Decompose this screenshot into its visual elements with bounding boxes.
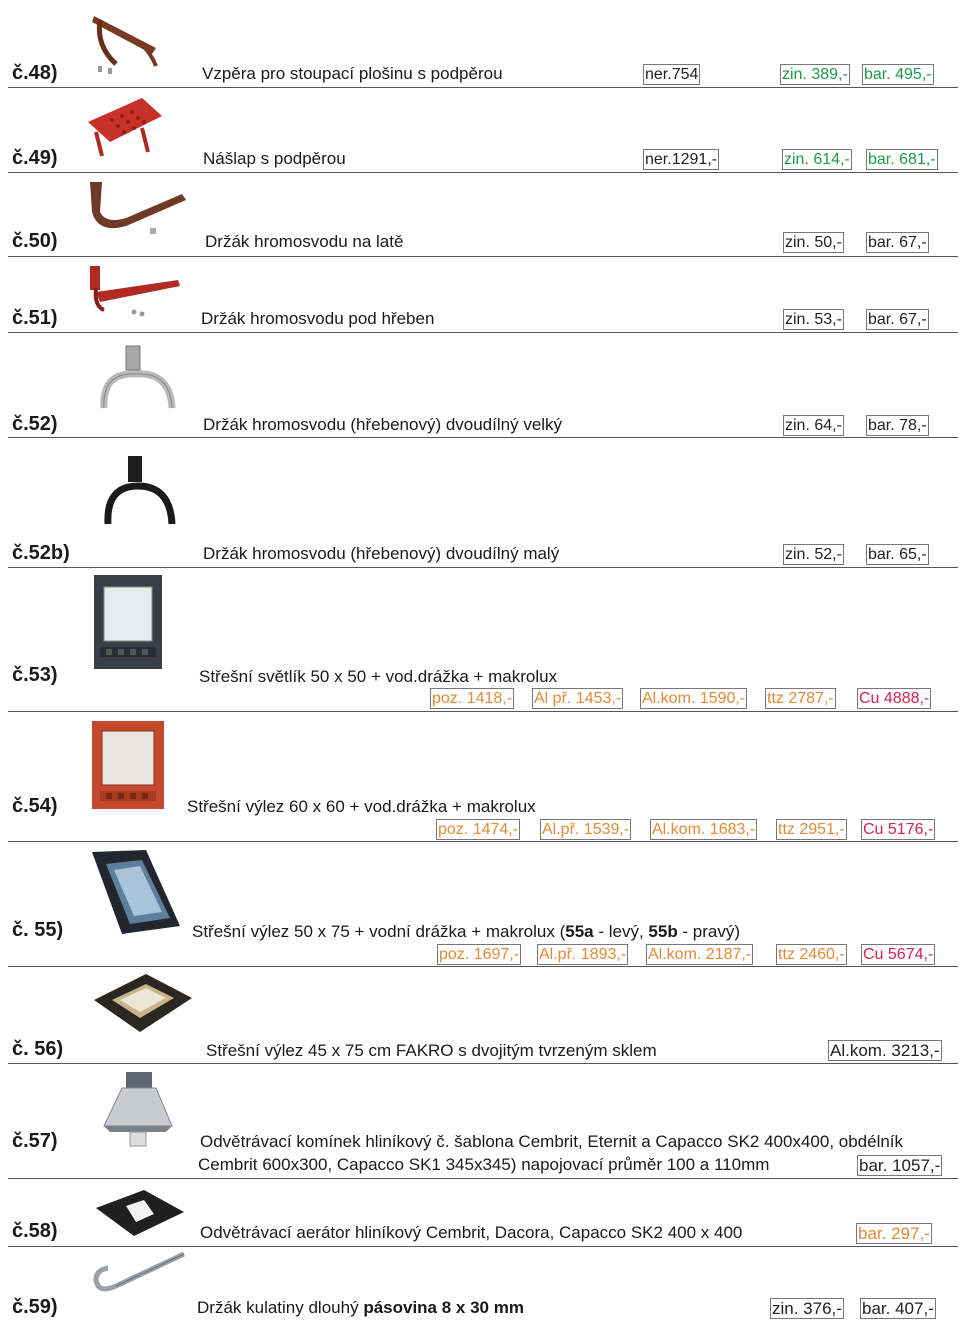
price-zin: zin. 614,- bbox=[784, 151, 850, 168]
price-bar: bar. 1057,- bbox=[859, 1156, 941, 1175]
item-name: Držák hromosvodu pod hřeben bbox=[201, 309, 435, 328]
price-bar: bar. 681,- bbox=[868, 151, 936, 168]
separator bbox=[8, 87, 958, 88]
price-al-pr: Al.př. 1893,- bbox=[539, 946, 627, 963]
item-name: Střešní výlez 60 x 60 + vod.drážka + makrolux bbox=[187, 797, 536, 816]
item-code: č. 56) bbox=[12, 1038, 64, 1060]
name-part-bold: 55b bbox=[648, 922, 678, 941]
item-name: Odvětrávací komínek hliníkový č. šablona Cembrit, Eternit a Capacco SK2 400x400, obdélník bbox=[200, 1132, 904, 1151]
separator bbox=[8, 256, 958, 257]
price-cu: Cu 4888,- bbox=[859, 690, 930, 707]
name-part: Střešní výlez 50 x 75 + vodní drážka + makrolux ( bbox=[192, 922, 566, 941]
separator bbox=[8, 711, 958, 712]
price-zin: zin. 389,- bbox=[782, 66, 848, 83]
item-name: Držák hromosvodu (hřebenový) dvoudílný velký bbox=[203, 415, 563, 434]
price-bar: bar. 407,- bbox=[862, 1299, 934, 1318]
separator bbox=[8, 1063, 958, 1064]
item-code: č.53) bbox=[12, 664, 58, 686]
item-name: Držák hromosvodu (hřebenový) dvoudílný malý bbox=[203, 544, 560, 563]
price-bar: bar. 67,- bbox=[868, 311, 927, 328]
price-ner: ner.1291,- bbox=[645, 151, 718, 168]
item-code: č.50) bbox=[12, 230, 58, 252]
price-al-pr: Al př. 1453,- bbox=[534, 690, 622, 707]
item-code: č.51) bbox=[12, 307, 58, 329]
separator bbox=[8, 172, 958, 173]
price-cu: Cu 5674,- bbox=[863, 946, 934, 963]
item-code: č.49) bbox=[12, 147, 58, 169]
price-al-kom: Al.kom. 1590,- bbox=[642, 690, 746, 707]
price-poz: poz. 1418,- bbox=[432, 690, 513, 707]
name-part-bold: 55a bbox=[565, 922, 594, 941]
roof-hatch-red-icon bbox=[90, 719, 166, 811]
item-code: č.54) bbox=[12, 795, 58, 817]
bracket-icon bbox=[86, 6, 166, 78]
item-name: Střešní výlez 45 x 75 cm FAKRO s dvojitým tvrzeným sklem bbox=[206, 1041, 657, 1060]
item-code: č.52b) bbox=[12, 542, 70, 564]
separator bbox=[8, 437, 958, 438]
price-bar: bar. 78,- bbox=[868, 417, 927, 434]
name-part: - pravý) bbox=[677, 922, 741, 941]
price-ttz: ttz 2460,- bbox=[778, 946, 845, 963]
item-name: Vzpěra pro stoupací plošinu s podpěrou bbox=[202, 64, 503, 83]
separator bbox=[8, 841, 958, 842]
price-cu: Cu 5176,- bbox=[863, 821, 934, 838]
item-code: č.57) bbox=[12, 1130, 58, 1152]
item-code: č.52) bbox=[12, 413, 58, 435]
name-part-bold: pásovina 8 x 30 mm bbox=[363, 1298, 524, 1317]
price-zin: zin. 53,- bbox=[785, 311, 842, 328]
lightning-holder-ridge-icon bbox=[86, 262, 186, 320]
item-code: č. 55) bbox=[12, 919, 64, 941]
name-part: Držák kulatiny dlouhý bbox=[197, 1298, 364, 1317]
price-al-kom: Al.kom. 2187,- bbox=[648, 946, 752, 963]
item-code: č.59) bbox=[12, 1296, 58, 1318]
item-name bbox=[197, 1298, 524, 1318]
price-ttz: ttz 2787,- bbox=[767, 690, 834, 707]
price-bar: bar. 495,- bbox=[864, 66, 932, 83]
price-zin: zin. 64,- bbox=[785, 417, 842, 434]
item-name: Odvětrávací aerátor hliníkový Cembrit, Dacora, Capacco SK2 400 x 400 bbox=[200, 1223, 743, 1242]
price-ner: ner.754 bbox=[645, 66, 699, 83]
roof-hatch-blue-icon bbox=[86, 846, 186, 938]
separator bbox=[8, 332, 958, 333]
step-platform-icon bbox=[82, 92, 166, 160]
separator bbox=[8, 966, 958, 967]
item-name: Držák hromosvodu na latě bbox=[205, 232, 404, 251]
price-bar: bar. 297,- bbox=[858, 1224, 930, 1243]
price-al-kom: Al.kom. 1683,- bbox=[652, 821, 756, 838]
item-name-line2: Cembrit 600x300, Capacco SK1 345x345) napojovací průměr 100 a 110mm bbox=[198, 1155, 770, 1174]
name-part: - levý, bbox=[593, 922, 649, 941]
item-code: č.48) bbox=[12, 62, 58, 84]
price-ttz: ttz 2951,- bbox=[778, 821, 845, 838]
lightning-holder-batten-icon bbox=[86, 178, 190, 240]
price-al-kom: Al.kom. 3213,- bbox=[830, 1041, 940, 1060]
item-name: Nášlap s podpěrou bbox=[203, 149, 346, 168]
aerator-icon bbox=[92, 1186, 188, 1240]
separator bbox=[8, 567, 958, 568]
separator bbox=[8, 1178, 958, 1179]
round-holder-icon bbox=[86, 1250, 190, 1310]
price-al-pr: Al.př. 1539,- bbox=[542, 821, 630, 838]
roof-skylight-icon bbox=[90, 573, 166, 671]
price-zin: zin. 50,- bbox=[785, 234, 842, 251]
price-bar: bar. 67,- bbox=[868, 234, 927, 251]
item-name: Střešní světlík 50 x 50 + vod.drážka + makrolux bbox=[199, 667, 558, 686]
price-poz: poz. 1697,- bbox=[439, 946, 520, 963]
price-zin: zin. 52,- bbox=[785, 546, 842, 563]
price-zin: zin. 376,- bbox=[772, 1299, 842, 1318]
item-code: č.58) bbox=[12, 1220, 58, 1242]
separator bbox=[8, 1246, 958, 1247]
ridge-holder-small-icon bbox=[100, 452, 180, 532]
fakro-hatch-icon bbox=[90, 970, 196, 1036]
item-name bbox=[192, 922, 740, 942]
price-poz: poz. 1474,- bbox=[438, 821, 519, 838]
ridge-holder-large-icon bbox=[96, 342, 180, 420]
vent-chimney-icon bbox=[96, 1070, 180, 1148]
price-bar: bar. 65,- bbox=[868, 546, 927, 563]
